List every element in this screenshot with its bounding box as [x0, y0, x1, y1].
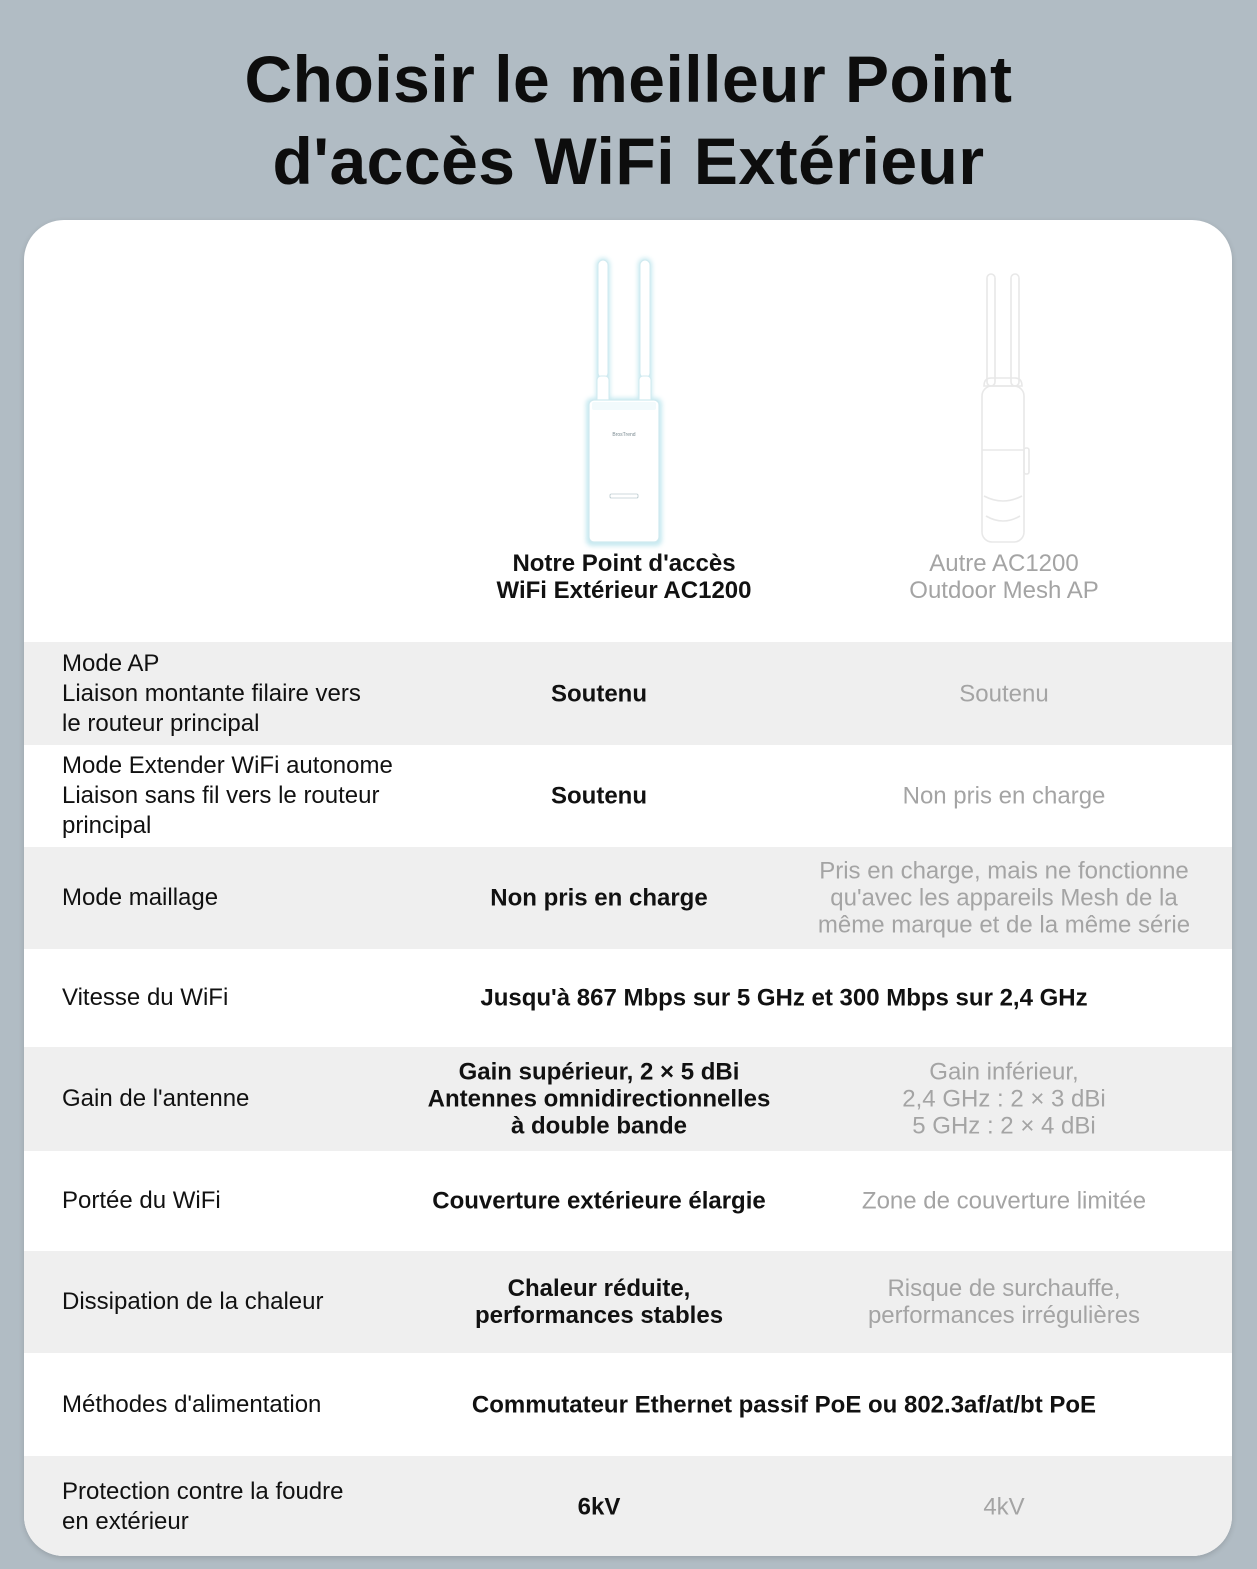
row-value-other-line: performances irrégulières: [867, 1302, 1141, 1329]
product-other-name-line-2: Outdoor Mesh AP: [909, 577, 1099, 604]
row-label-line: Vitesse du WiFi: [62, 984, 229, 1011]
row-label-line: Méthodes d'alimentation: [62, 1390, 322, 1418]
row-value-ours-line: Gain supérieur, 2 × 5 dBi: [458, 1058, 740, 1086]
row-value-other: [804, 1188, 1204, 1215]
row-value-ours: [419, 783, 779, 810]
row-value-other: [804, 1059, 1204, 1140]
row-value-other-line: Risque de surchauffe,: [887, 1275, 1121, 1302]
row-value-ours: [419, 1188, 779, 1215]
row-label: [62, 983, 432, 1013]
row-label: [62, 751, 432, 841]
product-ours-name-line-2: WiFi Extérieur AC1200: [496, 577, 752, 604]
row-value-ours-line: Soutenu: [551, 782, 647, 810]
row-value-both-line: Jusqu'à 867 Mbps sur 5 GHz et 300 Mbps sur 2,4 GHz: [480, 984, 1088, 1012]
row-label-line: Mode AP: [62, 649, 160, 677]
row-value-other: [804, 680, 1204, 707]
product-other-name-line-1: Autre AC1200: [929, 550, 1079, 577]
comparison-card: [24, 220, 1232, 1556]
product-other-name: [854, 550, 1154, 604]
row-value-ours-line: Non pris en charge: [490, 884, 708, 912]
row-value-ours: [419, 1494, 779, 1521]
table-row: [24, 1047, 1232, 1151]
row-label: [62, 1084, 432, 1114]
table-row: [24, 1151, 1232, 1251]
row-value-ours-line: performances stables: [474, 1302, 724, 1329]
table-row: [24, 949, 1232, 1047]
table-row: [24, 642, 1232, 745]
table-row: [24, 745, 1232, 847]
row-value-ours-line: Couverture extérieure élargie: [432, 1187, 766, 1215]
row-value-ours-line: à double bande: [510, 1112, 687, 1140]
row-value-ours: [419, 885, 779, 912]
row-value-ours: [419, 1059, 779, 1140]
comparison-table: [24, 642, 1232, 1556]
row-label-line: Dissipation de la chaleur: [62, 1288, 324, 1315]
row-label-line: en extérieur: [62, 1508, 189, 1535]
table-row: [24, 1251, 1232, 1353]
row-value-other: [804, 858, 1204, 939]
row-value-ours-line: 6kV: [577, 1493, 621, 1521]
row-value-other-line: Non pris en charge: [902, 782, 1106, 810]
row-value-other: [804, 1275, 1204, 1329]
page-title-line-2: d'accès WiFi Extérieur: [272, 124, 985, 198]
table-row: [24, 1353, 1232, 1456]
row-label: [62, 1477, 432, 1537]
row-label-line: Gain de l'antenne: [62, 1085, 250, 1112]
row-value-both-line: Commutateur Ethernet passif PoE ou 802.3af/at/bt PoE: [471, 1391, 1097, 1418]
product-ours: [454, 250, 794, 604]
row-label-line: Mode maillage: [62, 884, 219, 911]
row-value-both: [404, 985, 1164, 1012]
product-ours-name-line-1: Notre Point d'accès: [512, 550, 736, 577]
row-value-other-line: même marque et de la même série: [817, 911, 1191, 939]
row-value-ours: [419, 1275, 779, 1329]
access-point-device-image: [564, 250, 684, 550]
row-label-line: Portée du WiFi: [62, 1187, 221, 1214]
row-value-ours-line: Antennes omnidirectionnelles: [427, 1085, 771, 1113]
row-value-other-line: qu'avec les appareils Mesh de la: [830, 884, 1178, 912]
row-label-line: Protection contre la foudre: [62, 1478, 344, 1505]
row-label-line: le routeur principal: [62, 709, 260, 737]
row-label: [62, 1186, 432, 1216]
row-value-other-line: Gain inférieur,: [929, 1058, 1079, 1086]
product-ours-name: [454, 550, 794, 604]
page-title-line-1: Choisir le meilleur Point: [244, 42, 1013, 116]
row-value-other: [804, 783, 1204, 810]
row-label: [62, 1390, 432, 1420]
row-label: [62, 883, 432, 913]
product-other: [854, 250, 1154, 604]
row-value-other-line: 2,4 GHz : 2 × 3 dBi: [902, 1085, 1106, 1113]
row-label-line: Mode Extender WiFi autonome: [62, 752, 393, 779]
row-value-other-line: 5 GHz : 2 × 4 dBi: [912, 1112, 1096, 1140]
row-label: [62, 649, 432, 739]
row-label-line: Liaison montante filaire vers: [62, 679, 361, 707]
row-value-ours-line: Soutenu: [551, 680, 647, 707]
competitor-device-image: [944, 250, 1064, 550]
row-value-other-line: Soutenu: [959, 680, 1049, 707]
row-value-both: [404, 1391, 1164, 1418]
row-value-other-line: 4kV: [983, 1493, 1025, 1521]
table-row: [24, 847, 1232, 949]
page-title: [0, 38, 1257, 202]
row-label-line: Liaison sans fil vers le routeur: [62, 782, 380, 809]
row-value-ours: [419, 680, 779, 707]
row-label-line: principal: [62, 812, 152, 839]
row-value-ours-line: Chaleur réduite,: [507, 1275, 691, 1302]
row-label: [62, 1287, 432, 1317]
row-value-other: [804, 1494, 1204, 1521]
row-value-other-line: Pris en charge, mais ne fonctionne: [819, 857, 1189, 885]
table-row: [24, 1456, 1232, 1556]
row-value-other-line: Zone de couverture limitée: [861, 1187, 1147, 1215]
device-logo-text: BrosTrend: [612, 432, 636, 438]
